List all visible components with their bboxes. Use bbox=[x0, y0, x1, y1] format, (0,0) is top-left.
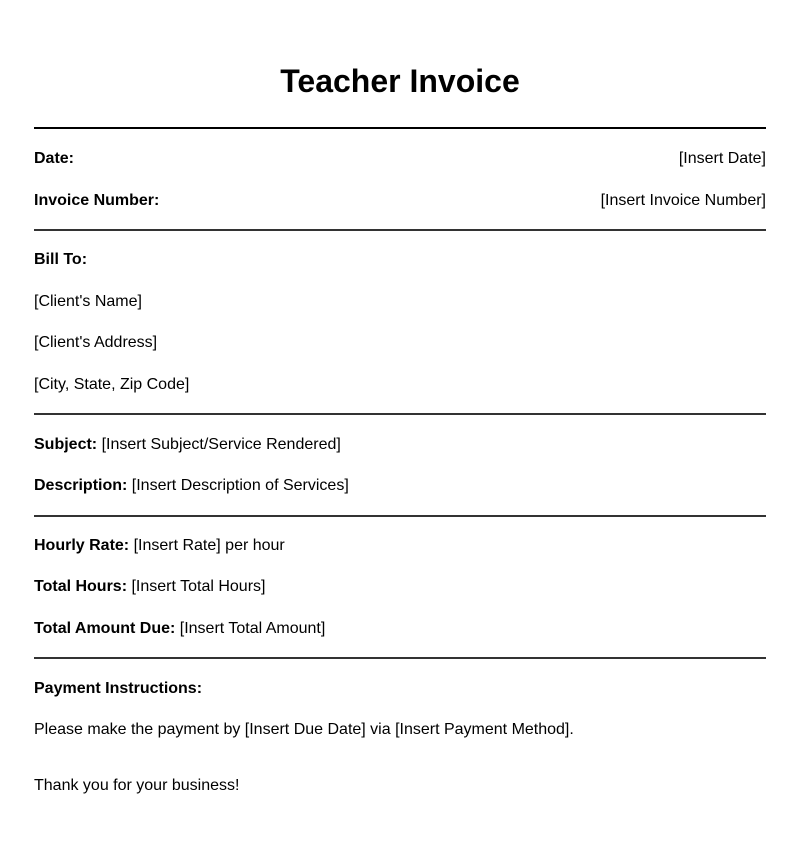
invoice-number-value: [Insert Invoice Number] bbox=[600, 192, 766, 209]
divider bbox=[34, 515, 766, 517]
divider bbox=[34, 413, 766, 415]
invoice-title: Teacher Invoice bbox=[280, 63, 520, 99]
client-address: [Client's Address] bbox=[34, 334, 158, 351]
total-due-row bbox=[34, 619, 766, 639]
date-row bbox=[34, 149, 766, 169]
date-label: Date: bbox=[34, 150, 75, 167]
header-divider bbox=[34, 127, 766, 129]
description-value: [Insert Description of Services] bbox=[127, 477, 349, 494]
total-hours-label: Total Hours: bbox=[34, 578, 128, 595]
invoice-number-label: Invoice Number: bbox=[34, 192, 160, 209]
payment-heading-row bbox=[34, 679, 766, 699]
description-row bbox=[34, 476, 766, 496]
bill-to-heading: Bill To: bbox=[34, 251, 88, 268]
hourly-rate-value: [Insert Rate] per hour bbox=[129, 537, 285, 554]
payment-instructions: Please make the payment by [Insert Due Date] via [Insert Payment Method]. bbox=[34, 721, 574, 738]
payment-heading: Payment Instructions: bbox=[34, 680, 203, 697]
divider bbox=[34, 657, 766, 659]
subject-value: [Insert Subject/Service Rendered] bbox=[97, 436, 341, 453]
total-due-value: [Insert Total Amount] bbox=[175, 620, 326, 637]
hourly-rate-label: Hourly Rate: bbox=[34, 537, 130, 554]
subject-row bbox=[34, 435, 766, 455]
date-value: [Insert Date] bbox=[678, 150, 766, 167]
hourly-rate-row bbox=[34, 536, 766, 556]
total-hours-row bbox=[34, 577, 766, 597]
thank-you-note: Thank you for your business! bbox=[34, 777, 240, 794]
client-name: [Client's Name] bbox=[34, 293, 142, 310]
subject-label: Subject: bbox=[34, 436, 98, 453]
invoice-number-row bbox=[34, 191, 766, 211]
total-due-label: Total Amount Due: bbox=[34, 620, 176, 637]
description-label: Description: bbox=[34, 477, 128, 494]
bill-to-heading-row bbox=[34, 250, 766, 270]
total-hours-value: [Insert Total Hours] bbox=[127, 578, 266, 595]
divider bbox=[34, 229, 766, 231]
client-city-state-zip: [City, State, Zip Code] bbox=[34, 376, 190, 393]
